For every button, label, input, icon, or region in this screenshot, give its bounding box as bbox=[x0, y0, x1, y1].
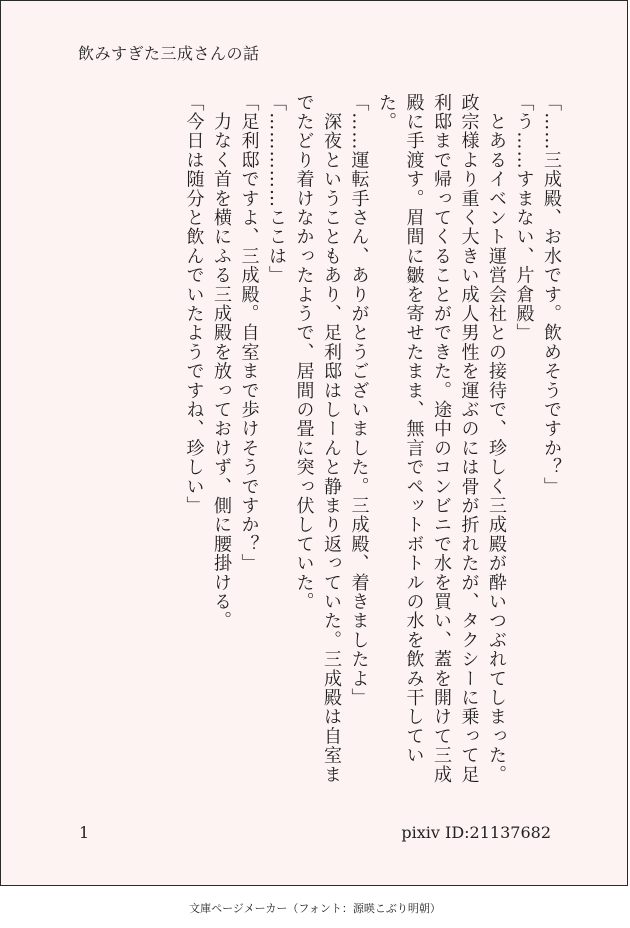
paragraph: とあるイベント運営会社との接待で、珍しく三成殿が酔いつぶれてしまった。政宗様より重く大きい成人男性を運ぶのには骨が折れたが、タクシーに乗って足利邸まで帰ってくることができた。途中のコンビニで水を買い、蓋を開けて三成殿に手渡す。眉間に皺を寄せたまま、無言でペットボトルの水を飲み干していた。 bbox=[376, 93, 507, 785]
generator-credit: 文庫ページメーカー（フォント：源暎こぶり明朝） bbox=[189, 902, 441, 915]
story-body bbox=[180, 93, 565, 793]
paragraph: 「……………ここは」 bbox=[266, 93, 287, 285]
paragraph: 「今日は随分と飲んでいたようですね、珍しい」 bbox=[183, 93, 205, 516]
paragraph: 「う……すまない、片倉殿」 bbox=[513, 93, 535, 343]
paragraph: 「……運転手さん、ありがとうございました。三成殿、着きましたよ」 bbox=[348, 93, 370, 708]
paragraph: 深夜ということもあり、足利邸はしーんと静まり返っていた。三成殿は自室までたどり着けなかったようで、居間の畳に突っ伏していた。 bbox=[293, 93, 342, 785]
paragraph: 力なく首を横にふる三成殿を放っておけず、側に腰掛ける。 bbox=[211, 93, 232, 631]
page-number: 1 bbox=[79, 823, 90, 842]
pixiv-id-label: pixiv ID:21137682 bbox=[401, 823, 551, 842]
paragraph: 「足利邸ですよ、三成殿。自室まで歩けそうですか？」 bbox=[238, 93, 260, 573]
paragraph: 「……三成殿、お水です。飲めそうですか？」 bbox=[541, 93, 562, 497]
story-title: 飲みすぎた三成さんの話 bbox=[78, 44, 260, 63]
